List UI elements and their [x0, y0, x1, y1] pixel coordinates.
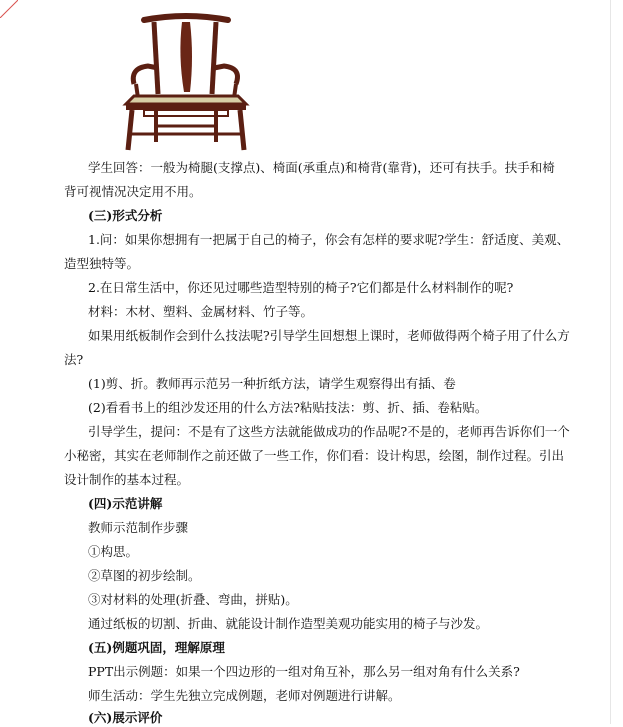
- heading-demonstration: (四)示范讲解: [88, 496, 163, 511]
- question1-line-1: 1.问：如果你想拥有一把属于自己的椅子，你会有怎样的要求呢?学生：舒适度、美观、: [88, 232, 570, 247]
- guide-line-3: 设计制作的基本过程。: [64, 472, 190, 487]
- question1-line-2: 造型独特等。: [64, 256, 140, 271]
- cut-fold-summary: 通过纸板的切割、折曲、就能设计制作造型美观功能实用的椅子与沙发。: [88, 616, 489, 631]
- question2-line: 2.在日常生活中，你还见过哪些造型特别的椅子?它们都是什么材料制作的呢?: [88, 280, 514, 295]
- step-2: ②草图的初步绘制。: [88, 568, 201, 583]
- page-edge: [610, 0, 611, 724]
- sofa-line: (2)看看书上的组沙发还用的什么方法?粘贴技法：剪、折、插、卷粘贴。: [88, 400, 488, 415]
- answer-line-1: 学生回答：一般为椅腿(支撑点)、椅面(承重点)和椅背(靠背)，还可有扶手。扶手和椅: [88, 160, 555, 175]
- paperboard-line-2: 法?: [64, 352, 84, 367]
- answer-line-2: 背可视情况决定用不用。: [64, 184, 202, 199]
- chair-image: [86, 6, 286, 154]
- paperboard-line-1: 如果用纸板制作会到什么技法呢?引导学生回想想上课时，老师做得两个椅子用了什么方: [88, 328, 570, 343]
- materials-line: 材料：木材、塑料、金属材料、竹子等。: [88, 304, 314, 319]
- guide-line-2: 小秘密，其实在老师制作之前还做了一些工作，你们看：设计构思，绘图，制作过程。引出: [64, 448, 565, 463]
- heading-example: (五)例题巩固，理解原理: [88, 640, 225, 655]
- step-3: ③对材料的处理(折叠、弯曲，拼贴)。: [88, 592, 298, 607]
- heading-show-evaluate: (六)展示评价: [88, 710, 163, 725]
- ppt-example: PPT出示例题：如果一个四边形的一组对角互补，那么另一组对角有什么关系?: [88, 664, 520, 679]
- steps-intro: 教师示范制作步骤: [88, 520, 189, 535]
- cut-fold-line: (1)剪、折。教师再示范另一种折纸方法，请学生观察得出有插、卷: [88, 376, 456, 391]
- heading-form-analysis: (三)形式分析: [88, 208, 163, 223]
- teacher-student-activity: 师生活动：学生先独立完成例题，老师对例题进行讲解。: [88, 688, 401, 703]
- step-1: ①构思。: [88, 544, 139, 559]
- guide-line-1: 引导学生，提问：不是有了这些方法就能做成功的作品呢?不是的，老师再告诉你们一个: [88, 424, 570, 439]
- page-corner-mark: [0, 0, 18, 18]
